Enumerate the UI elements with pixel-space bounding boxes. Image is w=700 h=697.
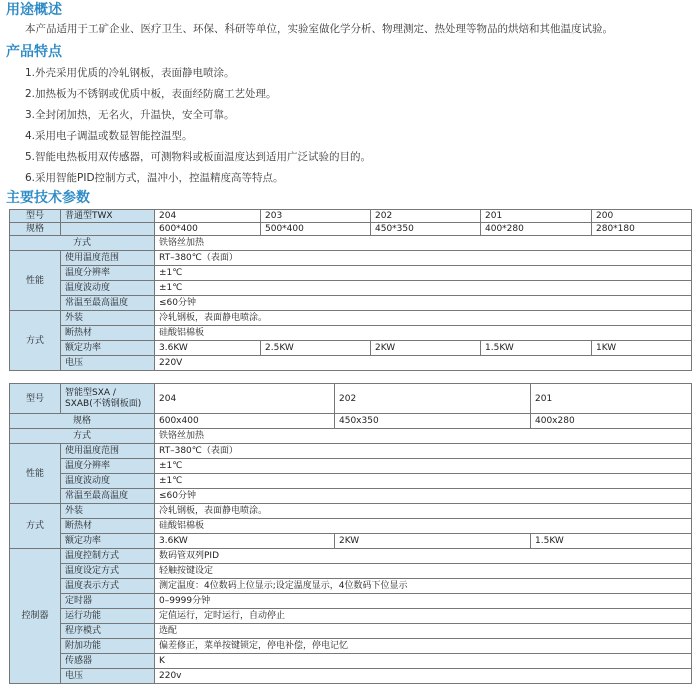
insulation-label: 断热材 bbox=[61, 326, 155, 341]
size-cell: 450*350 bbox=[371, 223, 481, 236]
model-cell: 204 bbox=[155, 210, 261, 223]
specs-heading: 主要技术参数 bbox=[6, 190, 90, 206]
size-cell: 500*400 bbox=[261, 223, 371, 236]
shell-value: 冷轧钢板，表面静电喷涂。 bbox=[155, 311, 692, 326]
power-label: 额定功率 bbox=[61, 341, 155, 356]
size-cell: 280*180 bbox=[592, 223, 692, 236]
perf-label: 使用温度范围 bbox=[61, 251, 155, 266]
size-cell: 600x400 bbox=[155, 414, 335, 429]
method-label: 方式 bbox=[10, 236, 155, 251]
voltage-label: 电压 bbox=[61, 356, 155, 371]
perf-label: 温度分辨率 bbox=[61, 266, 155, 281]
feature-item: 5.智能电热板用双传感器，可测物料或板面温度达到适用广泛试验的目的。 bbox=[25, 151, 372, 163]
model-cell: 201 bbox=[531, 384, 692, 414]
perf-value: RT–380℃（表面） bbox=[155, 444, 692, 459]
ctrl-label: 传感器 bbox=[61, 654, 155, 669]
feature-item: 3.全封闭加热，无名火，升温快，安全可靠。 bbox=[25, 109, 235, 121]
model-type: 智能型SXA / SXAB(不锈钢板面) bbox=[61, 384, 155, 414]
model-cell: 202 bbox=[371, 210, 481, 223]
usage-heading: 用途概述 bbox=[6, 2, 62, 18]
ctrl-value: 选配 bbox=[155, 624, 692, 639]
feature-item: 1.外壳采用优质的冷轧钢板，表面静电喷涂。 bbox=[25, 67, 235, 79]
ctrl-label: 运行功能 bbox=[61, 609, 155, 624]
size-cell: 450x350 bbox=[335, 414, 531, 429]
feature-item: 4.采用电子调温或数显智能控温型。 bbox=[25, 130, 193, 142]
feature-item: 2.加热板为不锈钢或优质中板，表面经防腐工艺处理。 bbox=[25, 88, 277, 100]
power-cell: 3.6KW bbox=[155, 341, 261, 356]
perf-value: ≤60分钟 bbox=[155, 296, 692, 311]
model-cell: 202 bbox=[335, 384, 531, 414]
model-cell: 204 bbox=[155, 384, 335, 414]
usage-text: 本产品适用于工矿企业、医疗卫生、环保、科研等单位，实验室做化学分析、物理测定、热处理等物品的烘焙和其他温度试验。 bbox=[25, 23, 613, 35]
perf-value: ±1℃ bbox=[155, 266, 692, 281]
perf-label: 温度分辨率 bbox=[61, 459, 155, 474]
insulation-value: 硅酸铝棉板 bbox=[155, 519, 692, 534]
spec-table-smart bbox=[9, 383, 692, 684]
size-cell: 400x280 bbox=[531, 414, 692, 429]
insulation-label: 断热材 bbox=[61, 519, 155, 534]
perf-label: 常温至最高温度 bbox=[61, 296, 155, 311]
size-label: 规格 bbox=[10, 223, 61, 236]
ctrl-value: 220v bbox=[155, 669, 692, 684]
perf-value: ±1℃ bbox=[155, 474, 692, 489]
ctrl-value: 0–9999分钟 bbox=[155, 594, 692, 609]
perf-value: RT–380℃（表面） bbox=[155, 251, 692, 266]
shell-value: 冷轧钢板，表面静电喷涂。 bbox=[155, 504, 692, 519]
method-label: 方式 bbox=[10, 429, 155, 444]
power-cell: 1KW bbox=[592, 341, 692, 356]
feature-item: 6.采用智能PID控制方式，温冲小，控温精度高等特点。 bbox=[25, 172, 284, 184]
controller-group-label: 控制器 bbox=[10, 549, 61, 684]
ctrl-value: 定值运行，定时运行，自动停止 bbox=[155, 609, 692, 624]
method-group-label: 方式 bbox=[10, 504, 61, 549]
power-label: 额定功率 bbox=[61, 534, 155, 549]
model-label: 型号 bbox=[10, 384, 61, 414]
power-cell: 2.5KW bbox=[261, 341, 371, 356]
shell-label: 外装 bbox=[61, 311, 155, 326]
perf-value: ±1℃ bbox=[155, 459, 692, 474]
model-cell: 201 bbox=[481, 210, 592, 223]
performance-group-label: 性能 bbox=[10, 251, 61, 311]
size-label: 规格 bbox=[10, 414, 155, 429]
power-cell: 2KW bbox=[335, 534, 531, 549]
ctrl-label: 温度表示方式 bbox=[61, 579, 155, 594]
features-heading: 产品特点 bbox=[6, 44, 62, 60]
size-cell: 400*280 bbox=[481, 223, 592, 236]
perf-label: 温度波动度 bbox=[61, 474, 155, 489]
perf-label: 温度波动度 bbox=[61, 281, 155, 296]
ctrl-label: 电压 bbox=[61, 669, 155, 684]
method-group-label: 方式 bbox=[10, 311, 61, 371]
ctrl-value: 轻触按键设定 bbox=[155, 564, 692, 579]
ctrl-value: 偏差修正，菜单按键锁定，停电补偿，停电记忆 bbox=[155, 639, 692, 654]
ctrl-label: 定时器 bbox=[61, 594, 155, 609]
model-type: 普通型TWX bbox=[61, 210, 155, 223]
method-value: 铁铬丝加热 bbox=[155, 429, 692, 444]
spec-table-standard bbox=[9, 209, 692, 371]
power-cell: 1.5KW bbox=[481, 341, 592, 356]
power-cell: 1.5KW bbox=[531, 534, 692, 549]
perf-value: ±1℃ bbox=[155, 281, 692, 296]
performance-group-label: 性能 bbox=[10, 444, 61, 504]
model-label: 型号 bbox=[10, 210, 61, 223]
method-value: 铁铬丝加热 bbox=[155, 236, 692, 251]
ctrl-label: 附加功能 bbox=[61, 639, 155, 654]
ctrl-label: 温度设定方式 bbox=[61, 564, 155, 579]
perf-value: ≤60分钟 bbox=[155, 489, 692, 504]
size-cell: 600*400 bbox=[155, 223, 261, 236]
power-cell: 2KW bbox=[371, 341, 481, 356]
ctrl-value: K bbox=[155, 654, 692, 669]
perf-label: 常温至最高温度 bbox=[61, 489, 155, 504]
power-cell: 3.6KW bbox=[155, 534, 335, 549]
ctrl-value: 数码管双列PID bbox=[155, 549, 692, 564]
shell-label: 外装 bbox=[61, 504, 155, 519]
ctrl-label: 程序模式 bbox=[61, 624, 155, 639]
perf-label: 使用温度范围 bbox=[61, 444, 155, 459]
ctrl-label: 温度控制方式 bbox=[61, 549, 155, 564]
model-cell: 203 bbox=[261, 210, 371, 223]
model-cell: 200 bbox=[592, 210, 692, 223]
insulation-value: 硅酸铝棉板 bbox=[155, 326, 692, 341]
voltage-value: 220V bbox=[155, 356, 692, 371]
ctrl-value: 测定温度：4位数码上位显示;设定温度显示，4位数码下位显示 bbox=[155, 579, 692, 594]
